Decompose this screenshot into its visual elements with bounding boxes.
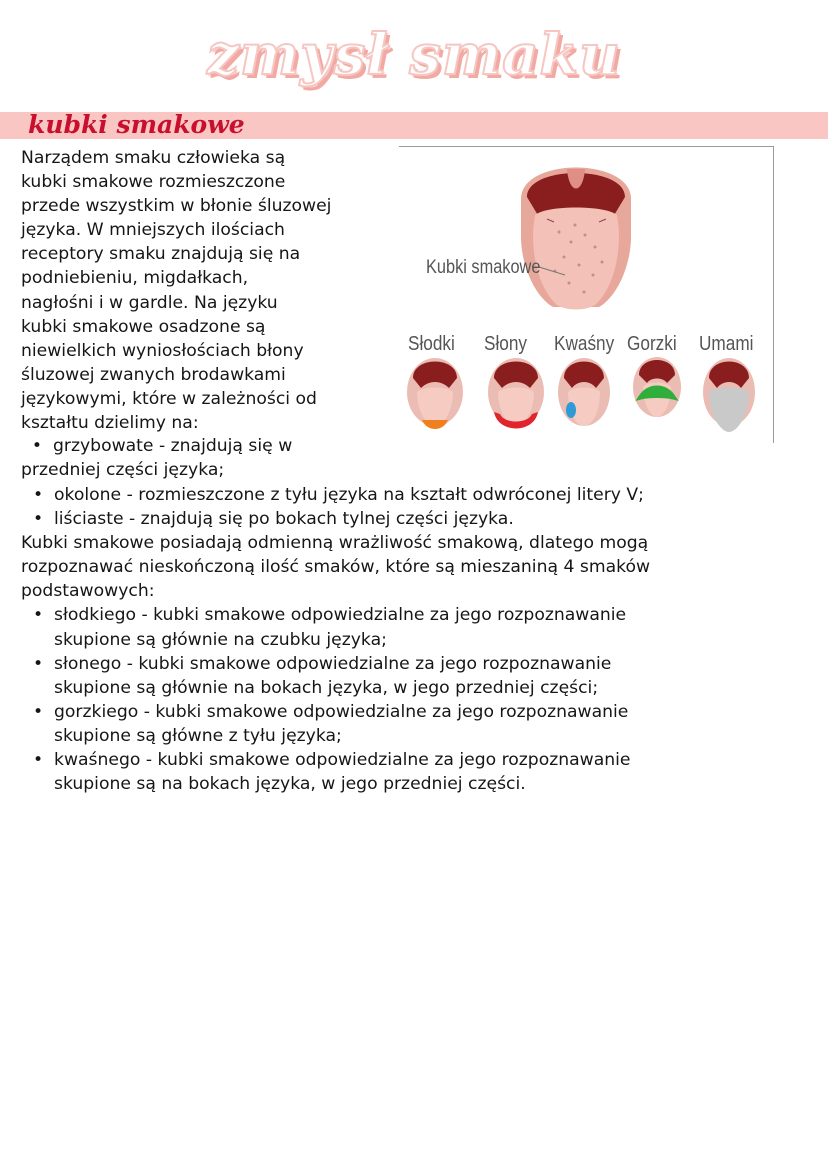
taste-label-bitter: Gorzki xyxy=(627,333,677,355)
text-line: Narządem smaku człowieka są xyxy=(21,148,286,168)
list-item-text: • kwaśnego - kubki smakowe odpowiedzialne za jego rozpoznawanie xyxy=(54,750,631,771)
list-item-text: grzybowate - znajdują się w xyxy=(53,436,293,456)
tongue-taste-figure xyxy=(399,146,774,443)
text-line: receptory smaku znajdują się na xyxy=(21,244,301,265)
text-line: śluzowej zwanych brodawkami xyxy=(21,364,286,385)
list-item-continuation: przedniej części języka; xyxy=(21,460,225,481)
text-line: językowymi, które w zależności od xyxy=(21,388,317,409)
text-line: kubki smakowe osadzone są xyxy=(21,316,266,337)
small-tongue-umami xyxy=(703,358,755,432)
text-line: języka. W mniejszych ilościach xyxy=(21,220,285,241)
list-item-text: • gorzkiego - kubki smakowe odpowiedzialne za jego rozpoznawanie xyxy=(54,701,629,722)
text-line: nagłośni i w gardle. Na języku xyxy=(21,292,278,313)
text-line: podniebieniu, migdałkach, xyxy=(21,268,249,289)
figure-label: Kubki smakowe xyxy=(426,257,541,278)
text-line: kubki smakowe rozmieszczone xyxy=(21,172,286,193)
large-tongue-image xyxy=(521,168,631,310)
list-item-text: skupione są główne z tyłu języka; xyxy=(54,725,342,746)
page-title: zmysł smaku xyxy=(207,22,621,88)
list-item-text: • słonego - kubki smakowe odpowiedzialne za jego rozpoznawanie xyxy=(54,653,612,674)
tongue-illustration xyxy=(399,147,773,443)
list-item xyxy=(21,652,650,700)
list-item-text: • słodkiego - kubki smakowe odpowiedzialne za jego rozpoznawanie xyxy=(54,605,627,626)
text-line: przede wszystkim w błonie śluzowej xyxy=(21,196,332,217)
bullet: • xyxy=(31,436,43,456)
list-item-text: skupione są na bokach języka, w jego przedniej części. xyxy=(54,774,526,795)
list-item-text: skupione są głównie na czubku języka; xyxy=(54,629,387,650)
text-line: rozpoznawać nieskończoną ilość smaków, które są mieszaniną 4 smaków xyxy=(21,557,651,578)
small-tongue-sweet xyxy=(407,358,463,429)
small-tongue-bitter xyxy=(633,357,681,417)
tastes-list xyxy=(21,603,650,796)
list-item xyxy=(21,434,292,482)
sensitivity-paragraph xyxy=(21,531,650,603)
list-item xyxy=(21,748,650,796)
body-text xyxy=(21,483,650,796)
text-line: podstawowych: xyxy=(21,581,155,602)
taste-label-umami: Umami xyxy=(699,333,754,355)
section-title: kubki smakowe xyxy=(28,110,245,139)
text-line: Kubki smakowe posiadają odmienną wrażliwość smakową, dlatego mogą xyxy=(21,533,649,554)
taste-label-salty: Słony xyxy=(484,333,528,355)
taste-label-sour: Kwaśny xyxy=(554,333,615,355)
small-tongue-salty xyxy=(488,358,544,429)
list-item-text: skupione są głównie na bokach języka, w jego przedniej części; xyxy=(54,677,599,698)
small-tongue-sour xyxy=(558,358,610,426)
list-item xyxy=(21,603,650,651)
list-item: • liściaste - znajdują się po bokach tylnej części języka. xyxy=(21,507,650,531)
list-item xyxy=(21,700,650,748)
papillae-list xyxy=(21,483,650,531)
list-item: • okolone - rozmieszczone z tyłu języka na kształt odwróconej litery V; xyxy=(21,483,650,507)
text-line: kształtu dzielimy na: xyxy=(21,413,199,434)
text-line: niewielkich wyniosłościach błony xyxy=(21,340,304,361)
intro-paragraph xyxy=(21,146,331,435)
taste-label-sweet: Słodki xyxy=(408,333,455,355)
